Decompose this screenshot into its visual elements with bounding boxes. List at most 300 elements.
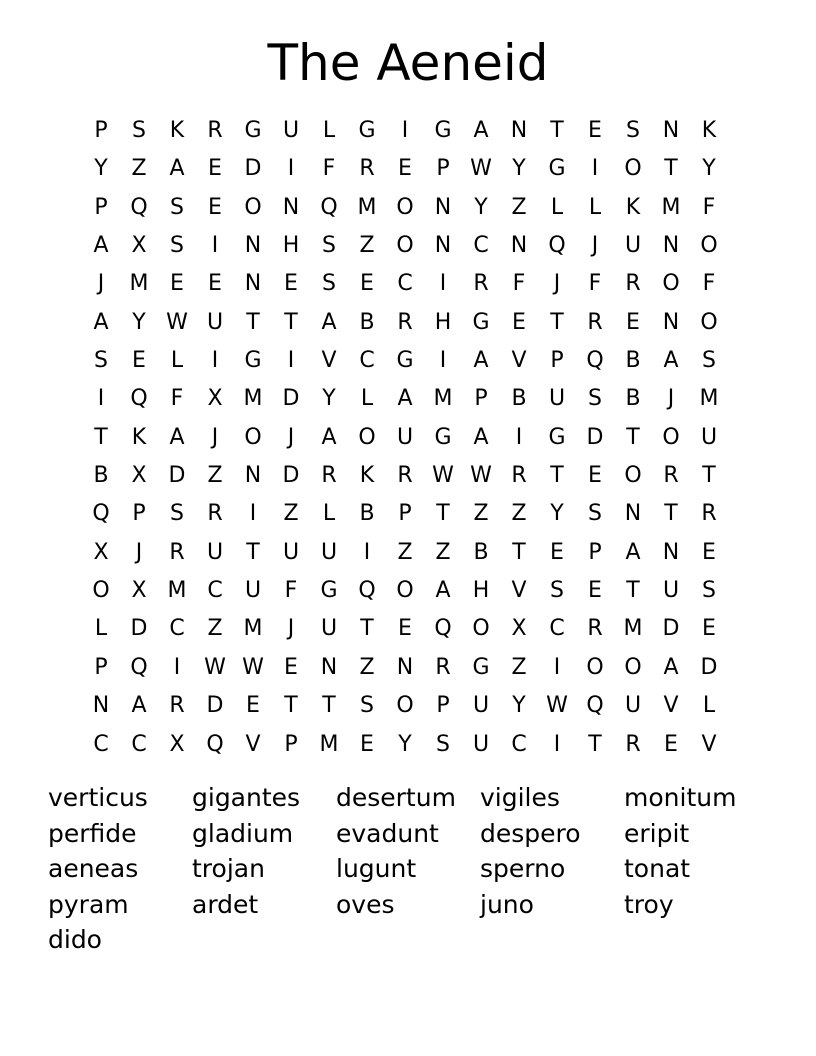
- grid-letter: T: [284, 309, 298, 335]
- grid-letter: K: [169, 118, 185, 143]
- grid-letter: V: [245, 731, 261, 757]
- grid-letter: F: [512, 271, 526, 297]
- grid-letter: P: [436, 156, 450, 182]
- grid-letter: O: [396, 578, 414, 604]
- grid-letter: E: [360, 271, 374, 297]
- grid-letter: D: [700, 654, 718, 680]
- grid-letter: E: [588, 463, 602, 489]
- grid-letter: D: [168, 463, 186, 489]
- grid-letter: A: [321, 424, 337, 450]
- grid-row: [82, 342, 728, 380]
- grid-row: [82, 610, 728, 648]
- grid-letter: I: [287, 156, 295, 182]
- grid-letter: T: [360, 616, 374, 642]
- grid-letter: A: [473, 348, 489, 374]
- grid-letter: E: [284, 271, 298, 297]
- grid-letter: M: [319, 731, 339, 757]
- grid-letter: X: [131, 578, 147, 604]
- grid-letter: E: [208, 194, 222, 220]
- grid-letter: T: [626, 578, 640, 604]
- grid-letter: E: [702, 539, 716, 565]
- grid-letter: M: [623, 616, 643, 642]
- grid-letter: O: [586, 654, 604, 680]
- grid-letter: B: [511, 386, 527, 412]
- grid-letter: F: [702, 271, 716, 297]
- grid-letter: T: [436, 501, 450, 527]
- grid-letter: F: [588, 271, 602, 297]
- grid-letter: U: [320, 539, 338, 565]
- grid-letter: B: [359, 309, 375, 335]
- grid-letter: N: [244, 271, 262, 297]
- grid-letter: U: [206, 309, 224, 335]
- grid-letter: J: [97, 271, 105, 297]
- grid-letter: A: [93, 309, 109, 335]
- grid-letter: M: [433, 386, 453, 412]
- grid-letter: E: [702, 616, 716, 642]
- grid-row: [82, 726, 728, 764]
- grid-letter: N: [662, 233, 680, 259]
- grid-letter: T: [702, 463, 716, 489]
- grid-letter: Y: [512, 693, 526, 719]
- grid-letter: L: [170, 348, 184, 374]
- grid-letter: T: [322, 693, 336, 719]
- grid-letter: A: [169, 424, 185, 450]
- grid-letter: U: [206, 539, 224, 565]
- grid-letter: P: [284, 731, 298, 757]
- word-list-item: gladium: [192, 818, 294, 848]
- grid-letter: T: [550, 309, 564, 335]
- grid-letter: R: [435, 654, 451, 680]
- letter-grid: [82, 112, 728, 764]
- grid-letter: P: [550, 348, 564, 374]
- grid-row: [82, 189, 728, 227]
- grid-letter: U: [244, 578, 262, 604]
- grid-letter: A: [93, 233, 109, 259]
- grid-letter: Z: [207, 463, 223, 489]
- grid-letter: O: [662, 271, 680, 297]
- grid-letter: E: [132, 348, 146, 374]
- grid-letter: G: [358, 118, 376, 143]
- grid-letter: P: [94, 654, 108, 680]
- grid-letter: Z: [435, 539, 451, 565]
- grid-letter: R: [321, 463, 337, 489]
- word-list-item: evadunt: [336, 818, 439, 848]
- grid-letter: Z: [511, 654, 527, 680]
- grid-letter: T: [664, 156, 678, 182]
- grid-letter: S: [132, 118, 146, 143]
- grid-letter: E: [284, 654, 298, 680]
- grid-letter: U: [282, 118, 300, 143]
- grid-letter: S: [322, 233, 336, 259]
- grid-letter: Q: [358, 578, 376, 604]
- word-list-item: aeneas: [48, 854, 139, 884]
- grid-letter: V: [321, 348, 337, 374]
- word-list-item: eripit: [624, 818, 690, 848]
- grid-letter: M: [661, 194, 681, 220]
- word-list-item: vigiles: [480, 783, 560, 812]
- grid-letter: S: [170, 233, 184, 259]
- word-list-item: desertum: [336, 783, 456, 812]
- grid-letter: U: [472, 731, 490, 757]
- grid-letter: I: [515, 424, 523, 450]
- grid-letter: V: [511, 578, 527, 604]
- grid-letter: O: [358, 424, 376, 450]
- grid-letter: E: [208, 271, 222, 297]
- grid-letter: V: [511, 348, 527, 374]
- grid-letter: E: [360, 731, 374, 757]
- grid-letter: R: [587, 309, 603, 335]
- word-list-item: juno: [480, 889, 534, 919]
- grid-letter: I: [287, 348, 295, 374]
- grid-row: [82, 687, 728, 725]
- grid-letter: A: [435, 578, 451, 604]
- grid-letter: S: [702, 348, 716, 374]
- grid-letter: C: [511, 731, 527, 757]
- grid-letter: F: [322, 156, 336, 182]
- grid-letter: Q: [206, 731, 224, 757]
- word-list: [48, 780, 768, 958]
- word-list-item: lugunt: [336, 854, 417, 884]
- grid-letter: D: [282, 386, 300, 412]
- grid-letter: R: [473, 271, 489, 297]
- grid-letter: C: [207, 578, 223, 604]
- grid-letter: N: [282, 194, 300, 220]
- grid-letter: T: [588, 731, 602, 757]
- grid-letter: R: [625, 731, 641, 757]
- grid-letter: Q: [586, 348, 604, 374]
- word-list-item: verticus: [48, 783, 148, 812]
- grid-letter: E: [588, 578, 602, 604]
- grid-letter: P: [132, 501, 146, 527]
- word-list-item: gigantes: [192, 783, 301, 812]
- grid-letter: U: [662, 578, 680, 604]
- grid-letter: G: [244, 348, 262, 374]
- grid-letter: Q: [130, 386, 148, 412]
- grid-letter: S: [360, 693, 374, 719]
- grid-letter: T: [512, 539, 526, 565]
- grid-letter: N: [434, 233, 452, 259]
- grid-letter: A: [473, 118, 489, 143]
- grid-letter: I: [211, 348, 219, 374]
- grid-letter: O: [244, 424, 262, 450]
- grid-letter: I: [553, 654, 561, 680]
- grid-letter: G: [396, 348, 414, 374]
- grid-letter: T: [664, 501, 678, 527]
- grid-letter: O: [92, 578, 110, 604]
- grid-letter: M: [243, 386, 263, 412]
- grid-letter: T: [550, 463, 564, 489]
- grid-letter: S: [626, 118, 640, 143]
- grid-letter: R: [359, 156, 375, 182]
- grid-letter: L: [550, 194, 564, 220]
- grid-letter: M: [129, 271, 149, 297]
- grid-letter: H: [434, 309, 452, 335]
- grid-row: [82, 150, 728, 188]
- grid-letter: O: [624, 156, 642, 182]
- grid-letter: A: [321, 309, 337, 335]
- grid-letter: D: [130, 616, 148, 642]
- grid-letter: R: [169, 693, 185, 719]
- grid-letter: W: [432, 463, 454, 489]
- grid-letter: G: [434, 118, 452, 143]
- grid-letter: Z: [207, 616, 223, 642]
- grid-letter: O: [700, 309, 718, 335]
- grid-letter: I: [97, 386, 105, 412]
- grid-letter: Z: [397, 539, 413, 565]
- grid-letter: D: [662, 616, 680, 642]
- grid-letter: W: [470, 463, 492, 489]
- grid-letter: R: [587, 616, 603, 642]
- grid-letter: C: [169, 616, 185, 642]
- grid-letter: N: [244, 463, 262, 489]
- grid-letter: B: [625, 386, 641, 412]
- grid-letter: S: [94, 348, 108, 374]
- grid-letter: S: [436, 731, 450, 757]
- grid-letter: J: [553, 271, 561, 297]
- grid-letter: N: [434, 194, 452, 220]
- grid-letter: R: [207, 501, 223, 527]
- grid-letter: E: [588, 118, 602, 143]
- grid-letter: B: [359, 501, 375, 527]
- grid-letter: N: [510, 233, 528, 259]
- grid-letter: B: [93, 463, 109, 489]
- grid-letter: L: [702, 693, 716, 719]
- grid-letter: U: [396, 424, 414, 450]
- word-list-item: ardet: [192, 889, 259, 919]
- grid-letter: J: [211, 424, 219, 450]
- grid-letter: Q: [586, 693, 604, 719]
- grid-letter: X: [511, 616, 527, 642]
- grid-letter: Y: [322, 386, 336, 412]
- grid-letter: S: [322, 271, 336, 297]
- grid-letter: T: [246, 309, 260, 335]
- grid-letter: S: [550, 578, 564, 604]
- grid-letter: W: [166, 309, 188, 335]
- grid-letter: I: [401, 118, 409, 143]
- grid-letter: T: [284, 693, 298, 719]
- grid-letter: G: [320, 578, 338, 604]
- grid-letter: U: [548, 386, 566, 412]
- grid-letter: L: [360, 386, 374, 412]
- grid-letter: X: [93, 539, 109, 565]
- word-list-item: trojan: [192, 854, 265, 884]
- grid-letter: N: [662, 539, 680, 565]
- word-list-item: despero: [480, 818, 581, 848]
- grid-letter: I: [553, 731, 561, 757]
- grid-letter: Y: [474, 194, 488, 220]
- grid-letter: G: [472, 309, 490, 335]
- grid-letter: A: [625, 539, 641, 565]
- grid-letter: M: [699, 386, 719, 412]
- grid-letter: H: [472, 578, 490, 604]
- grid-letter: I: [211, 233, 219, 259]
- grid-letter: G: [244, 118, 262, 143]
- grid-letter: K: [625, 194, 641, 220]
- grid-letter: F: [170, 386, 184, 412]
- grid-letter: U: [700, 424, 718, 450]
- grid-letter: R: [397, 309, 413, 335]
- grid-letter: J: [667, 386, 675, 412]
- word-list-item: monitum: [624, 783, 737, 812]
- grid-letter: E: [664, 731, 678, 757]
- grid-letter: N: [662, 118, 680, 143]
- word-list-item: dido: [48, 925, 102, 955]
- grid-letter: G: [548, 156, 566, 182]
- grid-letter: R: [397, 463, 413, 489]
- grid-row: [82, 649, 728, 687]
- grid-letter: P: [94, 118, 108, 143]
- grid-letter: R: [511, 463, 527, 489]
- grid-letter: E: [246, 693, 260, 719]
- grid-letter: A: [663, 348, 679, 374]
- grid-letter: M: [357, 194, 377, 220]
- grid-letter: Y: [398, 731, 412, 757]
- word-list-item: tonat: [624, 854, 691, 884]
- grid-letter: W: [546, 693, 568, 719]
- grid-letter: C: [549, 616, 565, 642]
- grid-row: [82, 227, 728, 265]
- word-list-item: sperno: [480, 854, 566, 884]
- grid-letter: Z: [511, 501, 527, 527]
- grid-letter: U: [624, 693, 642, 719]
- grid-letter: Y: [550, 501, 564, 527]
- grid-letter: L: [588, 194, 602, 220]
- grid-row: [82, 304, 728, 342]
- grid-row: [82, 419, 728, 457]
- grid-letter: U: [282, 539, 300, 565]
- grid-letter: N: [510, 118, 528, 143]
- grid-letter: V: [663, 693, 679, 719]
- grid-letter: R: [207, 118, 223, 143]
- grid-letter: D: [206, 693, 224, 719]
- grid-letter: T: [246, 539, 260, 565]
- grid-letter: K: [701, 118, 717, 143]
- grid-letter: U: [624, 233, 642, 259]
- grid-letter: D: [244, 156, 262, 182]
- grid-letter: O: [624, 654, 642, 680]
- grid-letter: L: [322, 501, 336, 527]
- grid-letter: O: [472, 616, 490, 642]
- grid-letter: R: [625, 271, 641, 297]
- grid-letter: S: [170, 501, 184, 527]
- grid-letter: T: [94, 424, 108, 450]
- grid-letter: Q: [92, 501, 110, 527]
- grid-letter: Q: [130, 194, 148, 220]
- grid-letter: C: [131, 731, 147, 757]
- grid-letter: H: [282, 233, 300, 259]
- grid-letter: O: [700, 233, 718, 259]
- grid-letter: T: [550, 118, 564, 143]
- grid-letter: C: [397, 271, 413, 297]
- grid-letter: C: [93, 731, 109, 757]
- grid-letter: X: [131, 233, 147, 259]
- grid-letter: E: [398, 616, 412, 642]
- grid-letter: U: [472, 693, 490, 719]
- grid-letter: J: [591, 233, 599, 259]
- grid-row: [82, 265, 728, 303]
- grid-letter: J: [287, 424, 295, 450]
- grid-letter: O: [662, 424, 680, 450]
- grid-letter: C: [359, 348, 375, 374]
- grid-letter: E: [512, 309, 526, 335]
- grid-letter: R: [663, 463, 679, 489]
- grid-letter: A: [131, 693, 147, 719]
- grid-letter: Z: [131, 156, 147, 182]
- grid-letter: D: [586, 424, 604, 450]
- grid-letter: O: [244, 194, 262, 220]
- grid-letter: R: [169, 539, 185, 565]
- grid-letter: S: [170, 194, 184, 220]
- grid-row: [82, 572, 728, 610]
- grid-letter: P: [436, 693, 450, 719]
- grid-letter: X: [207, 386, 223, 412]
- grid-letter: B: [625, 348, 641, 374]
- grid-letter: W: [204, 654, 226, 680]
- grid-letter: I: [173, 654, 181, 680]
- word-list-item: pyram: [48, 889, 129, 919]
- grid-letter: I: [363, 539, 371, 565]
- grid-letter: L: [94, 616, 108, 642]
- grid-letter: B: [473, 539, 489, 565]
- grid-letter: Y: [702, 156, 716, 182]
- grid-letter: T: [626, 424, 640, 450]
- grid-letter: N: [662, 309, 680, 335]
- grid-letter: V: [701, 731, 717, 757]
- grid-letter: E: [550, 539, 564, 565]
- grid-row: [82, 380, 728, 418]
- grid-letter: Y: [94, 156, 108, 182]
- grid-letter: K: [359, 463, 375, 489]
- grid-letter: C: [473, 233, 489, 259]
- grid-letter: I: [439, 348, 447, 374]
- word-list-item: troy: [624, 889, 674, 919]
- grid-letter: S: [588, 386, 602, 412]
- grid-letter: X: [131, 463, 147, 489]
- grid-letter: Q: [434, 616, 452, 642]
- grid-row: [82, 112, 728, 150]
- grid-letter: J: [135, 539, 143, 565]
- grid-letter: I: [439, 271, 447, 297]
- grid-letter: Z: [511, 194, 527, 220]
- grid-letter: F: [284, 578, 298, 604]
- grid-row: [82, 495, 728, 533]
- grid-letter: N: [320, 654, 338, 680]
- grid-letter: E: [626, 309, 640, 335]
- grid-letter: E: [398, 156, 412, 182]
- grid-letter: Q: [320, 194, 338, 220]
- grid-letter: G: [434, 424, 452, 450]
- grid-letter: J: [287, 616, 295, 642]
- grid-letter: N: [624, 501, 642, 527]
- grid-letter: O: [396, 194, 414, 220]
- grid-letter: U: [320, 616, 338, 642]
- word-list-item: oves: [336, 889, 395, 919]
- page-title: The Aeneid: [267, 34, 549, 92]
- grid-letter: Y: [132, 309, 146, 335]
- grid-letter: O: [396, 693, 414, 719]
- grid-letter: Q: [130, 654, 148, 680]
- grid-letter: R: [701, 501, 717, 527]
- grid-letter: Z: [283, 501, 299, 527]
- grid-letter: Y: [512, 156, 526, 182]
- grid-row: [82, 534, 728, 572]
- grid-letter: X: [169, 731, 185, 757]
- grid-letter: Z: [473, 501, 489, 527]
- grid-letter: N: [396, 654, 414, 680]
- grid-letter: D: [282, 463, 300, 489]
- grid-letter: N: [92, 693, 110, 719]
- grid-letter: I: [591, 156, 599, 182]
